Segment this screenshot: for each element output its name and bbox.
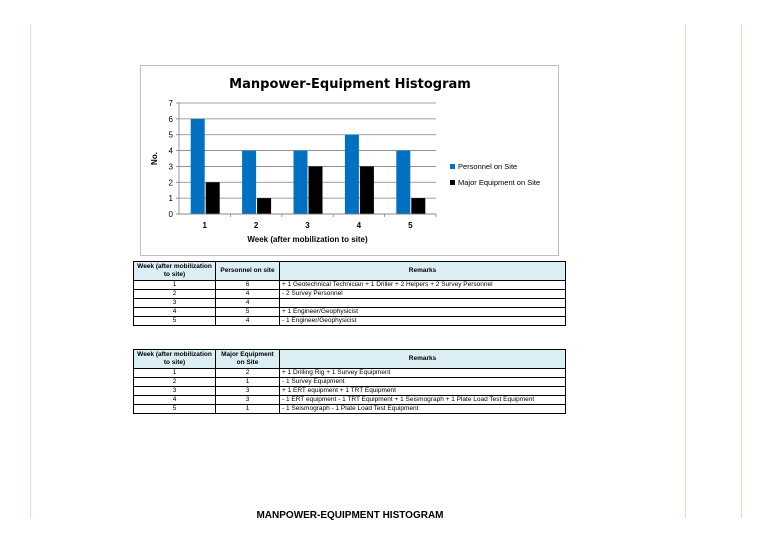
table-row [134, 405, 566, 414]
right-margin-line-outer [741, 24, 742, 518]
cell-count: 1 [216, 378, 280, 387]
legend-entry: Major Equipment on Site [458, 178, 541, 187]
cell-count: 3 [216, 396, 280, 405]
personnel-table-body [134, 281, 566, 326]
cell-count: 4 [216, 317, 280, 326]
y-tick-label: 6 [168, 114, 173, 124]
header-week: Week (after mobilization to site) [134, 350, 216, 369]
legend-swatch [450, 164, 455, 169]
cell-count: 6 [216, 281, 280, 290]
table-row [134, 369, 566, 378]
x-tick-label: 3 [305, 221, 310, 230]
personnel-table [133, 261, 566, 326]
header-week: Week (after mobilization to site) [134, 262, 216, 281]
cell-remarks: + 1 Drilling Rig + 1 Survey Equipment [280, 369, 566, 378]
cell-count: 4 [216, 290, 280, 299]
cell-count: 5 [216, 308, 280, 317]
cell-remarks: - 1 ERT equipment - 1 TRT Equipment + 1 Seismograph + 1 Plate Load Test Equipment [280, 396, 566, 405]
chart-canvas [141, 66, 560, 257]
table-row [134, 378, 566, 387]
table-row [134, 387, 566, 396]
header-equipment: Major Equipment on Site [216, 350, 280, 369]
cell-count: 3 [216, 387, 280, 396]
cell-week: 1 [134, 281, 216, 290]
bar-equipment [309, 166, 323, 214]
x-tick-label: 1 [202, 221, 207, 230]
chart-title: Manpower-Equipment Histogram [229, 77, 471, 92]
equipment-table [133, 349, 566, 414]
table-row [134, 281, 566, 290]
table-row [134, 308, 566, 317]
legend-swatch [450, 180, 455, 185]
personnel-table-header [134, 262, 566, 281]
cell-count: 1 [216, 405, 280, 414]
legend-entry: Personnel on Site [458, 162, 518, 171]
cell-week: 3 [134, 387, 216, 396]
cell-week: 4 [134, 396, 216, 405]
bar-personnel [191, 119, 205, 214]
cell-remarks [280, 299, 566, 308]
table-row [134, 396, 566, 405]
x-tick-label: 5 [408, 221, 413, 230]
table-row [134, 299, 566, 308]
y-tick-label: 4 [168, 146, 173, 156]
right-margin-line [685, 24, 686, 518]
cell-week: 3 [134, 299, 216, 308]
table-row [134, 317, 566, 326]
bar-equipment [360, 166, 374, 214]
cell-remarks: - 1 Survey Equipment [280, 378, 566, 387]
cell-count: 2 [216, 369, 280, 378]
cell-week: 1 [134, 369, 216, 378]
header-remarks: Remarks [280, 350, 566, 369]
cell-week: 2 [134, 290, 216, 299]
y-tick-label: 7 [168, 99, 173, 108]
cell-week: 4 [134, 308, 216, 317]
header-remarks: Remarks [280, 262, 566, 281]
cell-count: 4 [216, 299, 280, 308]
cell-remarks: - 2 Survey Personnel [280, 290, 566, 299]
bar-equipment [411, 198, 425, 214]
y-axis-label: No. [150, 152, 159, 165]
equipment-table-header [134, 350, 566, 369]
cell-remarks: - 1 Seismograph - 1 Plate Load Test Equipment [280, 405, 566, 414]
cell-remarks: - 1 Engineer/Geophysicist [280, 317, 566, 326]
x-tick-label: 2 [253, 221, 259, 230]
cell-week: 5 [134, 317, 216, 326]
cell-remarks: + 1 Engineer/Geophysicist [280, 308, 566, 317]
y-tick-label: 3 [168, 162, 173, 172]
bar-personnel [294, 151, 308, 214]
histogram-chart [140, 65, 559, 256]
header-personnel: Personnel on site [216, 262, 280, 281]
cell-week: 5 [134, 405, 216, 414]
y-tick-label: 1 [168, 194, 173, 204]
page-caption: MANPOWER-EQUIPMENT HISTOGRAM [256, 510, 444, 521]
x-tick-label: 4 [356, 221, 362, 230]
bar-equipment [206, 182, 220, 214]
bar-personnel [242, 151, 256, 214]
y-tick-label: 5 [168, 130, 173, 140]
table-row [134, 290, 566, 299]
x-axis-label: Week (after mobilization to site) [247, 235, 368, 244]
y-tick-label: 0 [168, 210, 173, 219]
y-tick-label: 2 [168, 178, 173, 188]
equipment-table-body [134, 369, 566, 414]
left-margin-line [30, 24, 31, 518]
cell-remarks: + 1 ERT equipment + 1 TRT Equipment [280, 387, 566, 396]
cell-week: 2 [134, 378, 216, 387]
bar-equipment [257, 198, 271, 214]
bar-personnel [345, 135, 359, 214]
cell-remarks: + 1 Geotechnical Technician + 1 Driller + 2 Helpers + 2 Survey Personnel [280, 281, 566, 290]
bar-personnel [396, 151, 410, 214]
